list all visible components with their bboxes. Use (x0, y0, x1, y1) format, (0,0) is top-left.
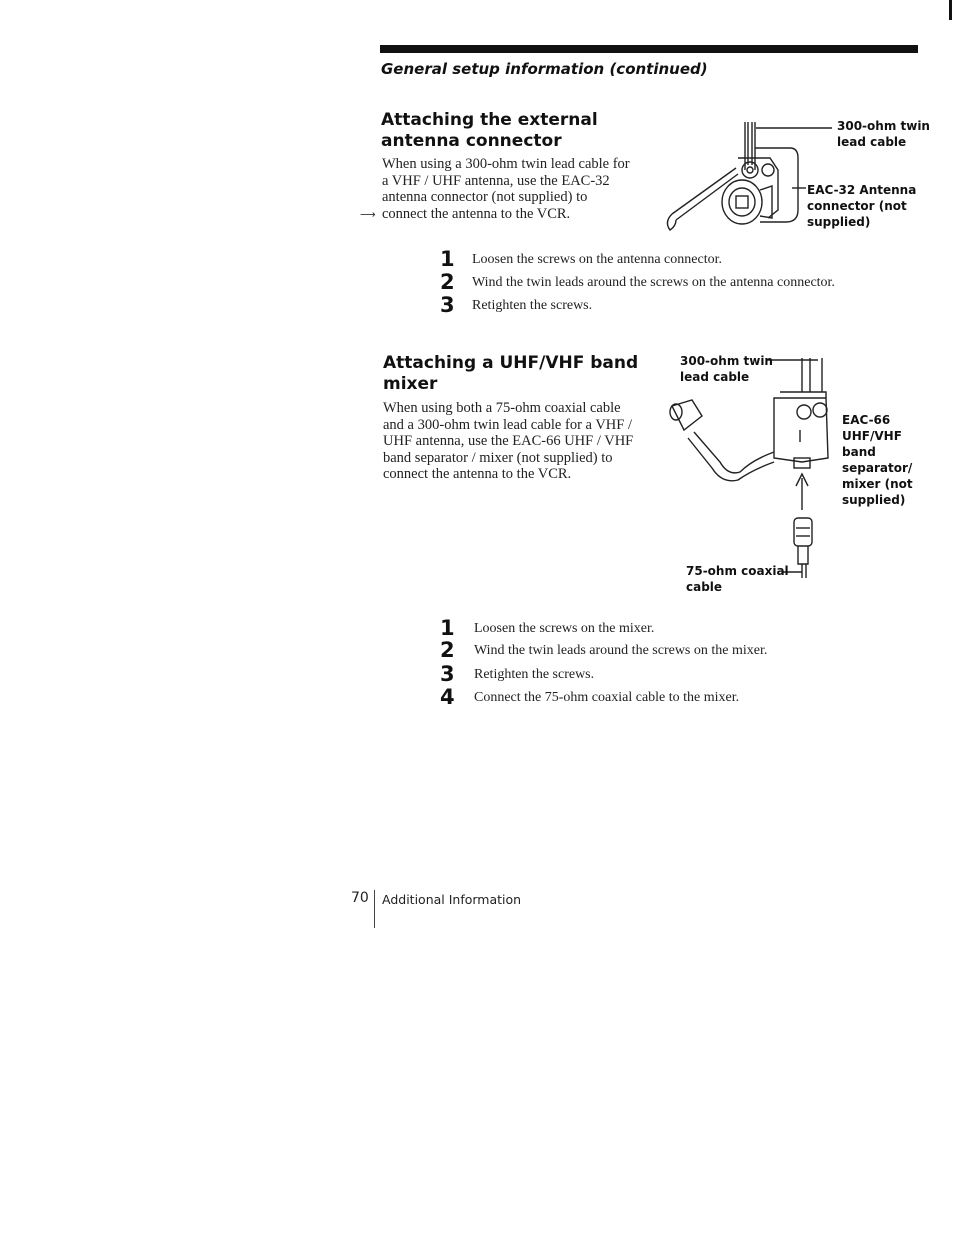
callout-text: EAC-32 Antenna (807, 183, 917, 197)
callout-text: band (842, 445, 876, 459)
section1-title-line1: Attaching the external (381, 110, 598, 130)
section2-title-line2: mixer (383, 374, 438, 394)
coax-plug-bottom (794, 518, 812, 546)
callout-text: separator/ (842, 461, 913, 475)
eac66-mixer-illustration (662, 350, 842, 585)
callout-eac66-mixer (842, 412, 913, 508)
callout-text: UHF/VHF (842, 429, 902, 443)
step-number: 2 (440, 270, 455, 294)
callout-text: supplied) (842, 493, 906, 507)
section1-title-line2: antenna connector (381, 131, 562, 151)
step-number: 3 (440, 662, 455, 686)
section1-title (381, 110, 641, 152)
callout-text: 300-ohm twin (680, 354, 773, 368)
footer-divider (374, 890, 375, 928)
step-text: Connect the 75-ohm coaxial cable to the mixer. (474, 690, 740, 705)
screwdriver-handle (667, 214, 676, 230)
footer-section-name: Additional Information (382, 892, 522, 907)
running-head: General setup information (continued) (381, 60, 708, 78)
callout-eac32-connector (807, 182, 916, 230)
step-number: 4 (440, 685, 455, 709)
section2-body: When using both a 75-ohm coaxial cable and a 300-ohm twin lead cable for a VHF / UHF antenna, use the EAC-66 UHF / VHF band separator / mixer (not supplied) to connect the antenna to the VCR. (383, 400, 634, 482)
screwdriver-shaft (672, 168, 736, 214)
section2-title (383, 353, 643, 395)
section2-title-line1: Attaching a UHF/VHF band (383, 353, 639, 373)
callout-text: lead cable (837, 135, 907, 149)
step-number: 2 (440, 638, 455, 662)
page-edge-mark (949, 0, 952, 20)
step-text: Wind the twin leads around the screws on the antenna connector. (472, 275, 835, 290)
step-text: Wind the twin leads around the screws on the mixer. (474, 643, 768, 658)
page-number: 70 (351, 890, 369, 906)
step-text: Loosen the screws on the mixer. (474, 621, 655, 636)
callout-text: EAC-66 (842, 413, 891, 427)
callout-75ohm-coax (686, 563, 789, 595)
step-number: 1 (440, 616, 455, 640)
section1-body: When using a 300-ohm twin lead cable for a VHF / UHF antenna, use the EAC-32 antenna connector (not supplied) to connect the antenna to the VCR. (382, 156, 630, 222)
callout-text: 75-ohm coaxial (686, 564, 789, 578)
mixer-housing (774, 398, 828, 462)
callout-twin-lead-cable-2 (680, 353, 773, 385)
callout-text: connector (not (807, 199, 907, 213)
margin-arrow-icon: ⟶ (360, 208, 376, 221)
callout-twin-lead-cable-1 (837, 118, 930, 150)
step-text: Retighten the screws. (472, 298, 593, 313)
header-rule (380, 45, 918, 53)
step-text: Loosen the screws on the antenna connector. (472, 252, 722, 267)
step-text: Retighten the screws. (474, 667, 595, 682)
connector-head (722, 180, 762, 224)
callout-text: lead cable (680, 370, 750, 384)
callout-text: cable (686, 580, 723, 594)
step-number: 3 (440, 293, 455, 317)
callout-text: 300-ohm twin (837, 119, 930, 133)
callout-text: mixer (not (842, 477, 913, 491)
callout-text: supplied) (807, 215, 871, 229)
step-number: 1 (440, 247, 455, 271)
